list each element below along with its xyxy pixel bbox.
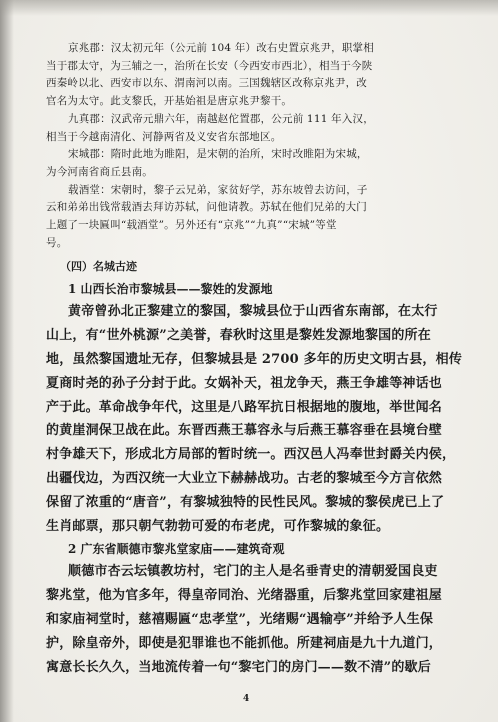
text-line: 上题了一块匾叫“载酒堂”。另外还有“京兆”“九真”“宋城”等堂 (46, 219, 337, 232)
scan-shadow-left (0, 0, 14, 722)
text-line: 生肖邮票，那只朝气勃勃可爱的布老虎，可作黎城的象征。 (46, 518, 390, 534)
text-line: 京兆郡：汉太初元年（公元前 104 年）改右史置京兆尹，职掌相 (68, 42, 374, 54)
text-line: 的黄崖洞保卫战在此。东晋西燕王慕容永与后燕王慕容垂在县境台壁 (46, 423, 443, 439)
text-line: 夏商时尧的孙子分封于此。女娲补天，祖龙争天，燕王争雄等神话也 (46, 375, 443, 391)
section-heading: （四）名城古迹 (60, 260, 137, 274)
subsection-heading-2: 2 广东省顺德市黎兆堂家庙——建筑奇观 (68, 542, 285, 557)
subsection-heading-1: 1 山西长治市黎城县——黎姓的发源地 (68, 282, 273, 297)
text-line: 九真郡：汉武帝元鼎六年，南越赵佗置郡，公元前 111 年入汉， (68, 112, 374, 125)
text-line: 云和弟弟出钱常载酒去拜访苏轼，问他请教。苏轼在他们兄弟的大门 (46, 201, 367, 214)
text-line: 地，虽然黎国遗址无存，但黎城县是 2700 多年的历史文明古县，相传 (46, 352, 463, 368)
text-line: 山上，有“世外桃源”之美誉，春秋时这里是黎姓发源地黎国的所在 (46, 328, 431, 344)
scan-shadow-top (0, 0, 498, 16)
text-line: 为今河南省商丘县南。 (46, 165, 153, 178)
text-line: 村争雄天下，形成北方局部的暂时统一。西汉邑人冯奉世封爵关内侯， (46, 447, 456, 463)
text-line: 官名为太守。此支黎氏，开基始祖是唐京兆尹黎干。 (46, 95, 293, 108)
text-line: 黄帝曾孙北正黎建立的黎国，黎城县位于山西省东南部，在太行 (68, 304, 438, 320)
page-content (46, 40, 476, 679)
text-line: 当于郡太守，为三辅之一，治所在长安（今西安市西北），相当于今陕 (46, 59, 373, 72)
text-line: 宋城郡：隋时此地为睢阳，是宋朝的治所，宋时改睢阳为宋城， (68, 148, 368, 161)
text-line: 出疆伐边，为西汉统一大业立下赫赫战功。古老的黎城至今方言依然 (46, 471, 443, 487)
licheng-county-text (46, 300, 476, 538)
page-number: 4 (243, 694, 250, 704)
li-zhaotang-temple-text (46, 560, 476, 679)
text-line: 护，除皇帝外，即使是犯罪谁也不能抓他。所建祠庙是九十九道门， (46, 635, 443, 651)
text-line: 相当于今越南清化、河静两省及义安省东部地区。 (46, 130, 282, 143)
text-line: 载酒堂：宋朝时，黎子云兄弟，家贫好学，苏东坡曾去访问，子 (68, 183, 368, 196)
text-line: 产于此。革命战争年代，这里是八路军抗日根据地的腹地，举世闻名 (46, 399, 443, 415)
text-line: 顺德市杏云坛镇教坊村，宅门的主人是名垂青史的清朝爱国良吏 (68, 564, 438, 580)
text-line: 寓意长长久久，当地流传着一句“黎宅门的房门——数不清”的歇后 (46, 659, 431, 675)
text-line: 号。 (46, 236, 68, 249)
text-line: 和家庙祠堂时，慈禧赐匾“忠孝堂”，光绪赐“遇输亭”并给予人生保 (46, 612, 434, 627)
text-line: 黎兆堂，他为官多年，得皇帝同治、光绪器重，后黎兆堂回家建祖屋 (46, 588, 443, 604)
surname-hall-notes (46, 40, 476, 252)
text-line: 保留了浓重的“唐音”，有黎城独特的民性民风。黎城的黎侯虎已上了 (46, 494, 445, 510)
text-line: 西秦岭以北、西安市以东、渭南河以南。三国魏辖区改称京兆尹，改 (46, 77, 367, 90)
